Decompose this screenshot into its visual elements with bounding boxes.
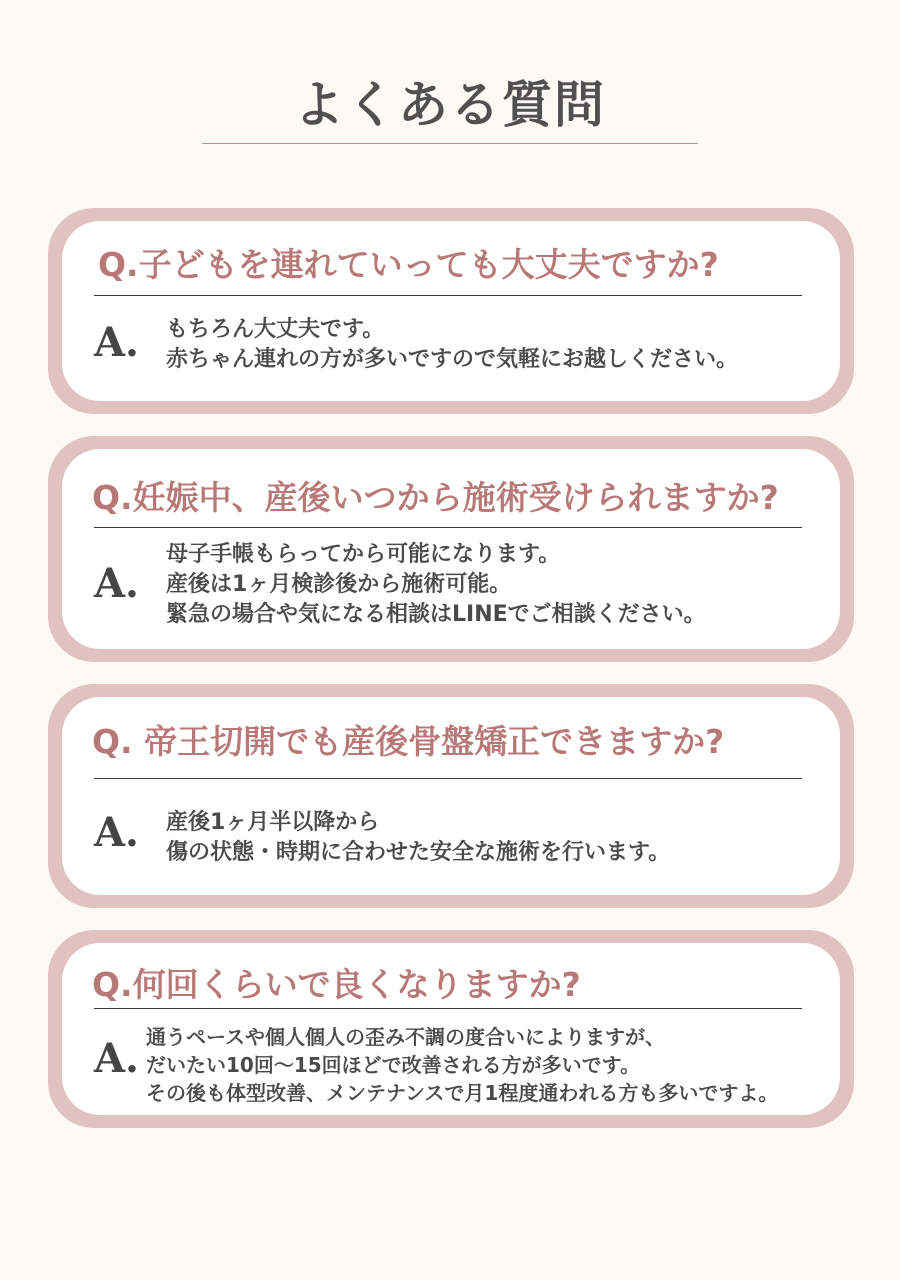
faq-card-inner [62,943,840,1115]
faq-answer [146,1023,778,1107]
faq-question: Q.子どもを連れていっても大丈夫ですか? [98,245,719,284]
title-divider [202,143,698,144]
faq-answer [166,315,738,375]
answer-line: 赤ちゃん連れの方が多いですので気軽にお越しください。 [166,347,739,372]
faq-card [48,436,854,662]
answer-line: 母子手帳もらってから可能になります。 [166,542,561,567]
faq-card-inner [62,221,840,401]
answer-line: 傷の状態・時期に合わせた安全な施術を行います。 [166,840,671,865]
faq-card-inner [62,449,840,649]
answer-mark: A. [94,1035,139,1082]
faq-card [48,208,854,414]
question-underline [94,1008,802,1009]
answer-mark: A. [94,809,139,856]
answer-line: 産後1ヶ月半以降から [166,810,380,835]
question-underline [94,778,802,779]
answer-line: だいたい10回〜15回ほどで改善される方が多いです。 [146,1053,641,1077]
answer-line: 産後は1ヶ月検診後から施術可能。 [166,572,512,597]
answer-line: その後も体型改善、メンテナンスで月1程度通われる方も多いですよ。 [146,1081,779,1105]
question-underline [94,295,802,296]
faq-answer [166,808,670,868]
faq-answer [166,540,706,630]
answer-line: もちろん大丈夫です。 [166,317,385,342]
page-title: よくある質問 [294,76,606,134]
answer-mark: A. [94,560,139,607]
faq-question: Q. 帝王切開でも産後骨盤矯正できますか? [92,722,725,761]
faq-question: Q.妊娠中、産後いつから施術受けられますか? [92,478,779,517]
answer-line: 緊急の場合や気になる相談はLINEでご相談ください。 [166,602,706,627]
faq-card [48,930,854,1128]
faq-card-inner [62,697,840,895]
answer-line: 通うペースや個人個人の歪み不調の度合いによりますが、 [146,1025,665,1049]
faq-question: Q.何回くらいで良くなりますか? [92,965,581,1004]
question-underline [94,527,802,528]
faq-card [48,684,854,908]
answer-mark: A. [94,319,139,366]
